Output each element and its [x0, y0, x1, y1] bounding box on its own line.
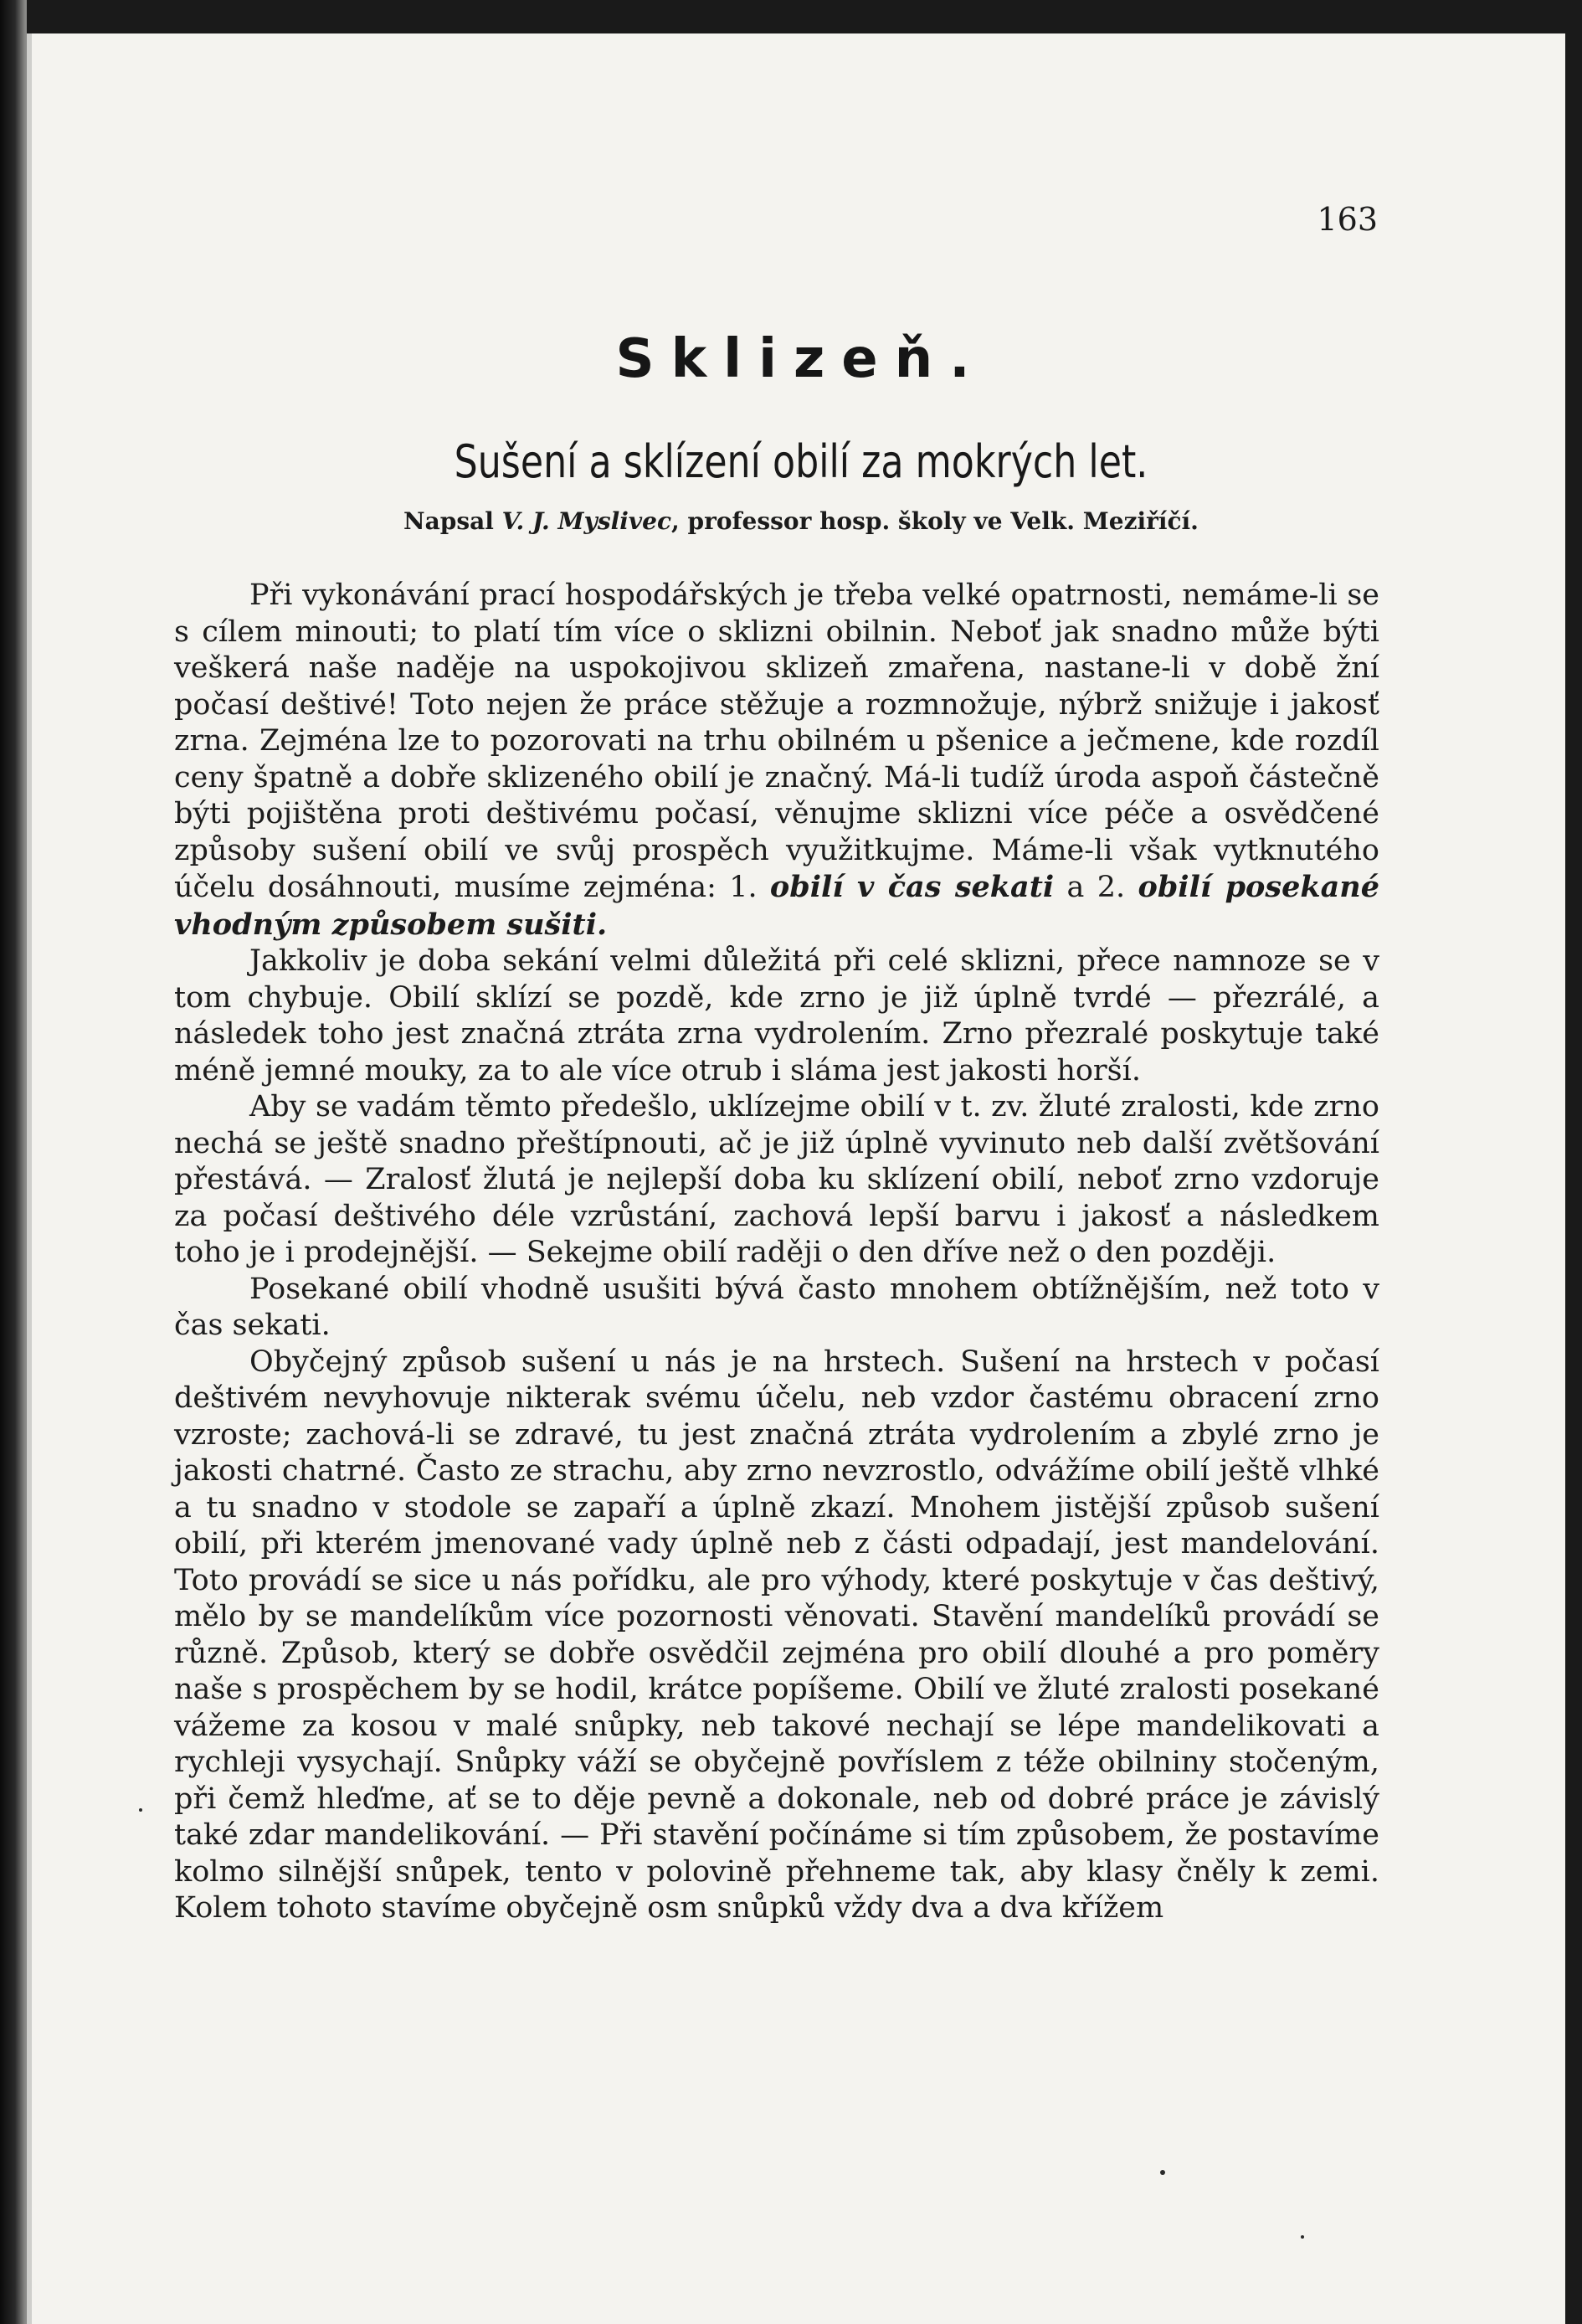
article-body: [174, 578, 1379, 1927]
print-speck-mark: [139, 1808, 142, 1812]
paragraph: Obyčejný způsob sušení u nás je na hrstech. Sušení na hrstech v počasí deštivém nevyhovuje nikterak svému účelu, neb vzdor častému obracení zrno vzroste; zachová-li se zdravé, tu jest značná ztráta vydrolením a zbylé zrno je jakosti chatrné. Často ze strachu, aby zrno nevzrostlo, odvážíme obilí ještě vlhké a tu snadno v stodole se zapaří a úplně zkazí. Mnohem jistější způsob sušení obilí, při kterém jmenované vady úplně neb z části odpadají, jest mandelování. Toto provádí se sice u nás pořídku, ale pro výhody, které poskytuje v čas deštivý, mělo by se mandelíkům více pozornosti věnovati. Stavění mandelíků provádí se různě. Způsob, který se dobře osvědčil zejména pro obilí dlouhé a pro poměry naše s prospěchem by se hodil, krátce popíšeme. Obilí ve žluté zralosti posekané vážeme za kosou v malé snůpky, neb takové nechají se lépe mandelikovati a rychleji vysychají. Snůpky váží se obyčejně povříslem z téže obilniny stočeným, při čemž hleďme, ať se to děje pevně a dokonale, neb od dobré práce je závislý také zdar mandelikování. — Při stavění počínáme si tím způsobem, že postavíme kolmo silnější snůpek, tento v polovině přehneme tak, aby klasy čněly k zemi. Kolem tohoto stavíme obyčejně osm snůpků vždy dva a dva křížem: [174, 1345, 1379, 1925]
paragraph: Jakkoliv je doba sekání velmi důležitá při celé sklizni, přece namnoze se v tom chybuje. Obilí sklízí se pozdě, kde zrno je již úplně tvrdé — přezrálé, a následek toho jest značná ztráta zrna vydrolením. Zrno přezralé poskytuje také méně jemné mouky, za to ale více otrub i sláma jest jakosti horší.: [174, 944, 1379, 1087]
byline: [32, 507, 1570, 535]
document-page: [27, 33, 1565, 2324]
emphasis-text: obilí v čas sekati: [769, 870, 1055, 904]
byline-author: V. J. Myslivec: [501, 507, 671, 535]
paragraph: [174, 578, 1379, 943]
article-title: Sušení a sklízení obilí za mokrých let.: [454, 435, 1148, 488]
section-title: Sklizeň.: [615, 328, 987, 390]
paragraph-text: Při vykonávání prací hospodářských je třeba velké opatrnosti, nemáme-li se s cílem minouti; to platí tím více o sklizni obilnin. Neboť jak snadno může býti veškerá naše naděje na uspokojivou sklizeň zmařena, nastane-li v době žní počasí deštivé! Toto nejen že práce stěžuje a rozmnožuje, nýbrž snižuje i jakosť zrna. Zejména lze to pozorovati na trhu obilném u pšenice a ječmene, kde rozdíl ceny špatně a dobře sklizeného obilí je značný. Má-li tudíž úroda aspoň částečně býti pojištěna proti deštivému počasí, věnujme sklizni více péče a osvědčené způsoby sušení obilí ve svůj prospěch využitkujme. Máme-li však vytknutého účelu dosáhnouti, musíme zejména: 1.: [174, 578, 1379, 904]
page-number: 163: [1317, 201, 1378, 238]
book-binding-edge: [0, 0, 27, 2324]
paragraph: Aby se vadám těmto předešlo, uklízejme obilí v t. zv. žluté zralosti, kde zrno nechá se ještě snadno přeštípnouti, ač je již úplně vyvinuto neb další zvětšování přestává. — Zralosť žlutá je nejlepší doba ku sklízení obilí, neboť zrno vzdoruje za počasí deštivého déle vzrůstání, zachová lepší barvu i jakosť a následkem toho je i prodejnější. — Sekejme obilí raději o den dříve než o den později.: [174, 1090, 1379, 1269]
paragraph: Posekané obilí vhodně usušiti bývá často mnohem obtížnějším, než toto v čas sekati.: [174, 1272, 1379, 1342]
paragraph-text: a 2.: [1054, 871, 1138, 904]
emphasis-text: obilí posekané vhodným způsobem sušiti.: [174, 870, 1379, 942]
print-speck-mark: [1301, 2235, 1304, 2239]
byline-suffix: , professor hosp. školy ve Velk. Meziříčí.: [671, 507, 1199, 535]
byline-prefix: Napsal: [403, 507, 502, 535]
print-speck-mark: [1160, 2170, 1165, 2175]
